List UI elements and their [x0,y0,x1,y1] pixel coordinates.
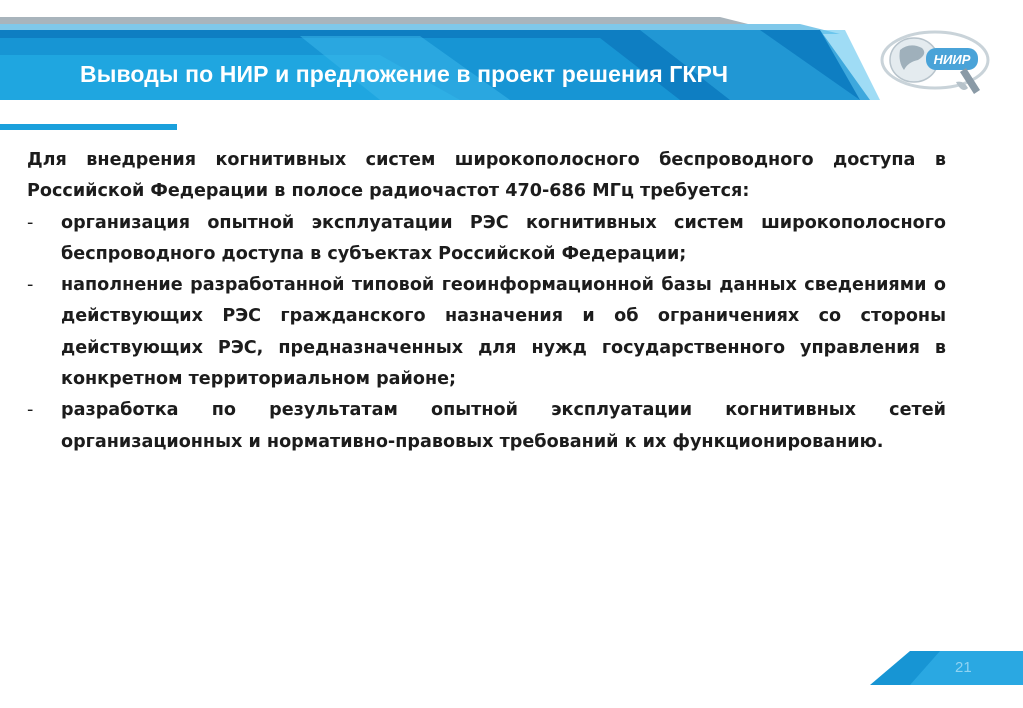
accent-line [0,124,177,130]
slide-title: Выводы по НИР и предложение в проект решения ГКРЧ [80,61,729,87]
bullet-text: организация опытной эксплуатации РЭС когнитивных систем широкополосного беспроводного доступа в субъектах Российской Федерации; [61,212,946,264]
slide-body [27,145,946,458]
bullet-marker: - [27,400,34,421]
bullet-marker: - [27,275,34,296]
bullet-text: наполнение разработанной типовой геоинформационной базы данных сведениями о действующих РЭС гражданского назначения и об ограничениях со стороны действующих РЭС, предназначенных для нужд государственного управления в конкретном территориальном районе; [61,275,946,390]
bullet-text: разработка по результатам опытной эксплуатации когнитивных сетей организационных и нормативно-правовых требований к их функционированию. [61,400,946,452]
banner-stripes [0,0,1023,110]
list-item [27,270,946,395]
list-item [27,395,946,458]
header-banner [0,0,1023,110]
niir-logo-icon [880,22,998,106]
intro-paragraph: Для внедрения когнитивных систем широкополосного беспроводного доступа в Российской Федерации в полосе радиочастот 470-686 МГц требуется: [27,150,946,202]
logo-text: НИИР [933,52,971,67]
bullet-list [27,208,946,458]
footer-banner [870,651,1023,685]
bullet-marker: - [27,212,34,233]
page-number: 21 [955,659,972,676]
list-item [27,208,946,271]
